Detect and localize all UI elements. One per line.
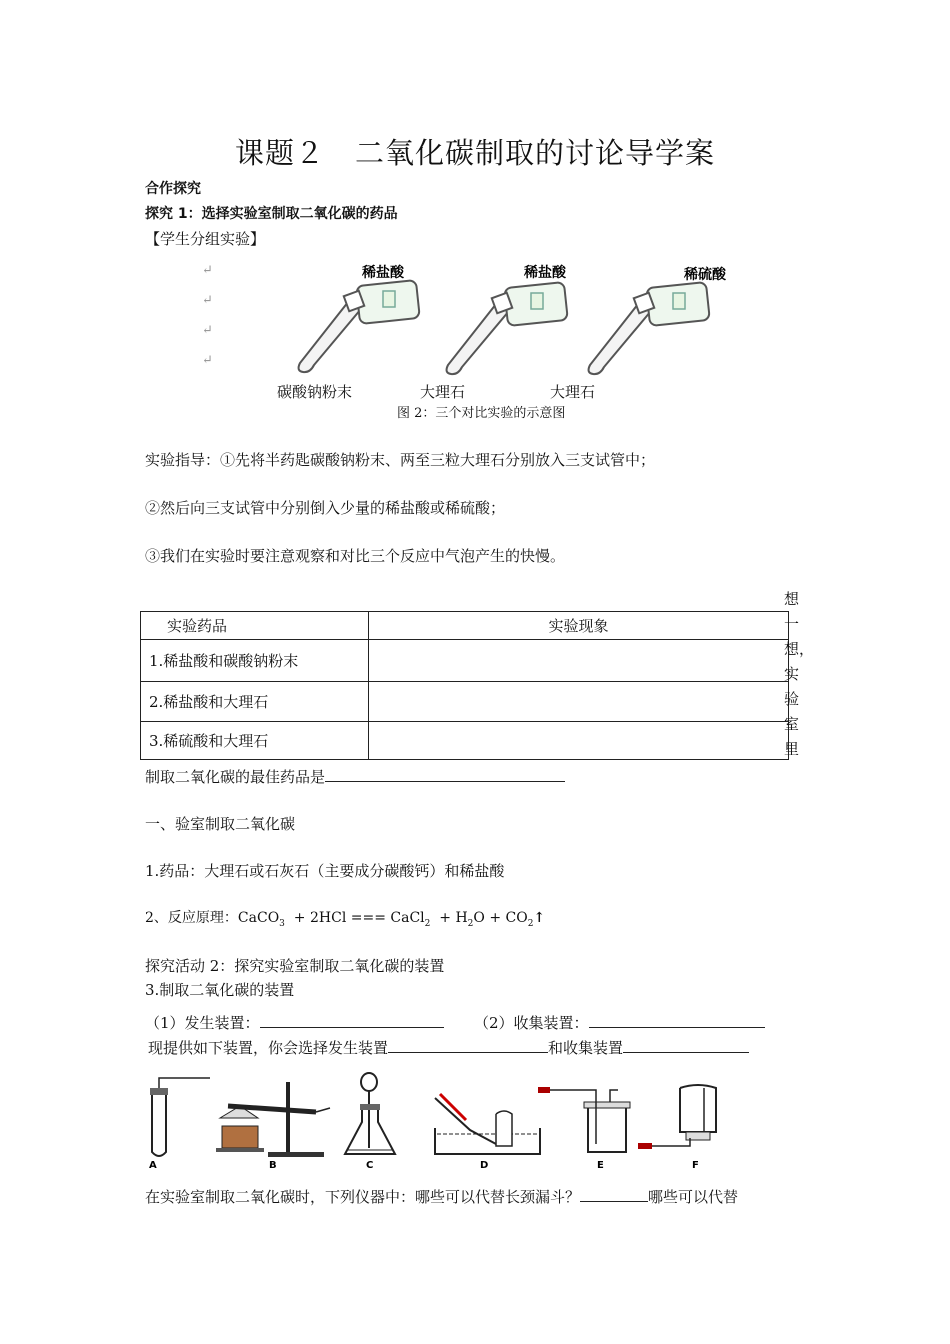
table-row — [141, 722, 789, 760]
gas-arrow-icon: ↑ — [533, 910, 546, 926]
generator-label: （1）发生装置： — [145, 1014, 260, 1032]
return-mark: ↵ — [202, 323, 213, 338]
table-header: 实验药品 — [141, 612, 369, 640]
bottle-label: 稀盐酸 — [362, 265, 404, 281]
apparatus-letter: B — [269, 1160, 277, 1171]
formula-subscript: 2 — [467, 918, 474, 929]
apparatus-b — [216, 1082, 330, 1171]
side-char: 里 — [784, 740, 800, 758]
apparatus-letter: D — [480, 1160, 489, 1171]
formula-part: CaCO — [237, 910, 280, 926]
collector-line — [474, 1012, 765, 1033]
side-char: 想 — [784, 590, 800, 608]
guide-step-1: 实验指导：①先将半药匙碳酸钠粉末、两至三粒大理石分别放入三支试管中； — [145, 451, 656, 469]
apparatus-a — [149, 1078, 210, 1171]
drug-line: 1.药品：大理石或石灰石（主要成分碳酸钙）和稀盐酸 — [145, 862, 505, 880]
table-header-row — [141, 612, 789, 640]
guide-step-2: ②然后向三支试管中分别倒入少量的稀盐酸或稀硫酸； — [145, 499, 506, 517]
part-1-heading: 一、验室制取二氧化碳 — [145, 815, 296, 833]
generator-line — [145, 1012, 444, 1033]
choose-line — [148, 1037, 749, 1058]
test-tube-setup-1 — [299, 264, 420, 372]
side-char: 想， — [784, 640, 815, 658]
reaction-principle — [145, 907, 545, 929]
side-vertical-text — [784, 587, 815, 762]
side-char: 一 — [784, 615, 800, 633]
funnel-blank[interactable] — [580, 1187, 648, 1202]
answer-blank[interactable] — [325, 767, 565, 782]
return-mark: ↵ — [202, 353, 213, 368]
table-cell: 2.稀盐酸和大理石 — [141, 682, 369, 722]
best-drug-label: 制取二氧化碳的最佳药品是 — [145, 768, 326, 786]
group-lab-label: 【学生分组实验】 — [145, 230, 266, 248]
return-mark: ↵ — [202, 263, 213, 278]
principle-prefix: 2、反应原理： — [145, 910, 238, 926]
apparatus-f — [638, 1085, 716, 1171]
collector-blank[interactable] — [589, 1013, 765, 1028]
choose-text: 和收集装置 — [548, 1039, 624, 1057]
section-heading: 合作探究 — [145, 181, 201, 197]
formula-part: O + CO — [473, 910, 528, 926]
table-row — [141, 640, 789, 682]
test-tube-setup-3 — [589, 266, 727, 374]
comparison-experiment-figure — [290, 255, 726, 375]
bottle-label: 稀盐酸 — [524, 265, 566, 281]
formula-part: + 2HCl === CaCl — [284, 910, 425, 926]
apparatus-letter: A — [149, 1160, 157, 1171]
apparatus-figure — [140, 1068, 820, 1172]
table-cell: 3.稀硫酸和大理石 — [141, 722, 369, 760]
table-cell[interactable] — [369, 640, 789, 682]
apparatus-e — [538, 1087, 630, 1171]
bottle-label: 稀硫酸 — [684, 267, 726, 283]
figure-caption: 图 2：三个对比实验的示意图 — [397, 406, 566, 421]
side-char: 验 — [784, 690, 800, 708]
tube-label-3: 大理石 — [550, 383, 596, 401]
table-header: 实验现象 — [369, 612, 789, 640]
last-question-text: 在实验室制取二氧化碳时，下列仪器中：哪些可以代替长颈漏斗？ — [145, 1188, 581, 1206]
best-drug-question — [145, 766, 565, 787]
return-mark: ↵ — [202, 293, 213, 308]
device-heading: 3.制取二氧化碳的装置 — [145, 981, 295, 999]
inquiry-1-heading: 探究 1：选择实验室制取二氧化碳的药品 — [145, 206, 398, 222]
test-tube-setup-2 — [447, 264, 568, 374]
choose-text: 现提供如下装置，你会选择发生装置 — [148, 1039, 389, 1057]
formula-subscript: 3 — [279, 918, 285, 929]
formula-part: + H — [430, 910, 468, 926]
experiment-table — [140, 611, 789, 760]
table-cell[interactable] — [369, 682, 789, 722]
page-title: 课题２ 二氧化碳制取的讨论导学案 — [234, 136, 715, 170]
side-char: 室 — [784, 715, 800, 733]
last-question-text: 哪些可以代替 — [648, 1188, 739, 1206]
table-cell: 1.稀盐酸和碳酸钠粉末 — [141, 640, 369, 682]
activity-2-heading: 探究活动 2：探究实验室制取二氧化碳的装置 — [145, 957, 445, 975]
apparatus-letter: E — [597, 1160, 604, 1171]
collector-choice-blank[interactable] — [623, 1038, 749, 1053]
apparatus-letter: F — [692, 1160, 699, 1171]
generator-blank[interactable] — [260, 1013, 444, 1028]
formula-subscript: 2 — [424, 918, 431, 929]
apparatus-c — [345, 1073, 395, 1171]
last-question-line — [145, 1186, 738, 1207]
apparatus-d — [435, 1094, 540, 1171]
collector-label: （2）收集装置： — [474, 1014, 589, 1032]
table-cell[interactable] — [369, 722, 789, 760]
apparatus-letter: C — [366, 1160, 374, 1171]
guide-step-3: ③我们在实验时要注意观察和对比三个反应中气泡产生的快慢。 — [145, 547, 566, 565]
tube-label-1: 碳酸钠粉末 — [277, 383, 353, 401]
formula-subscript: 2 — [527, 918, 534, 929]
tube-label-2: 大理石 — [420, 383, 466, 401]
side-char: 实 — [784, 665, 800, 683]
table-row — [141, 682, 789, 722]
generator-choice-blank[interactable] — [388, 1038, 548, 1053]
